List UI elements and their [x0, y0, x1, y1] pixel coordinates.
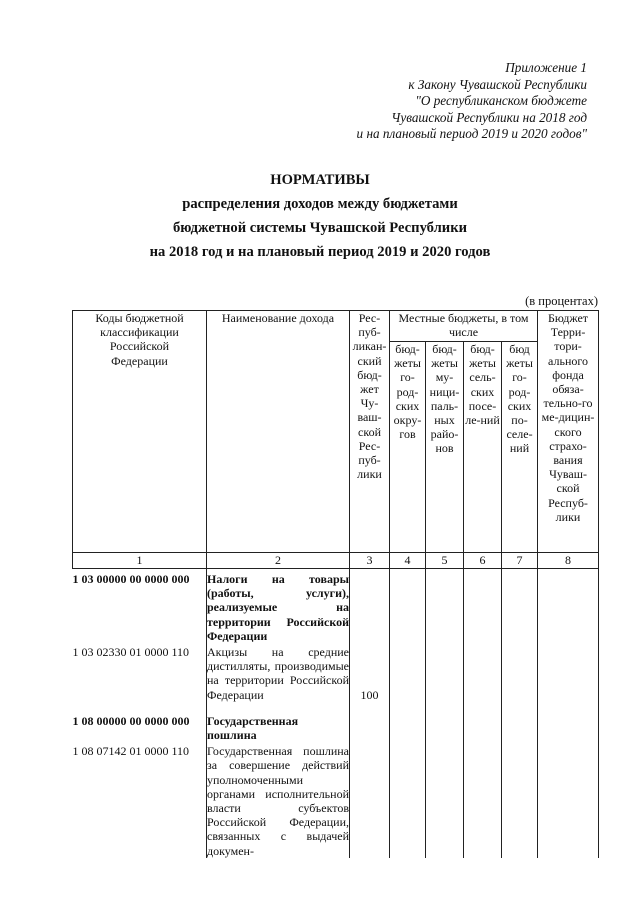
- row-republic-value: 100: [350, 643, 390, 702]
- table-row: [73, 643, 599, 702]
- appendix-line: Чувашской Республики на 2018 год: [391, 109, 587, 125]
- document-subtitle-line: на 2018 год и на плановый период 2019 и 2020 годов: [149, 244, 491, 260]
- row-name: Налоги на товары (работы, услуги), реализуемые на территории Российской Федерации: [207, 569, 350, 644]
- header-municipal-districts: бюд-жеты му-ници-паль-ных райо-нов: [426, 342, 464, 553]
- column-number: 6: [464, 553, 502, 569]
- header-local-budgets: Местные бюджеты, в том числе: [390, 311, 538, 342]
- column-number: 2: [207, 553, 350, 569]
- appendix-line: Приложение 1: [505, 60, 587, 75]
- row-code: 1 03 02330 01 0000 110: [72, 645, 190, 660]
- row-code: 1 08 07142 01 0000 110: [72, 744, 190, 759]
- document-subtitle-line: распределения доходов между бюджетами: [182, 196, 458, 212]
- column-number: 4: [390, 553, 426, 569]
- norms-table: [72, 310, 599, 858]
- row-name: Государственная пошлина: [207, 710, 350, 742]
- column-number: 3: [350, 553, 390, 569]
- header-medical-insurance-fund: Бюджет Терри-тори-ального фонда обяза-тельно-го ме-дицин-ского страхо-вания Чуваш-ской Респуб-лики: [538, 311, 599, 553]
- document-subtitle-line: бюджетной системы Чувашской Республики: [172, 220, 468, 236]
- row-name: Акцизы на средние дистилляты, производимые на территории Российской Федерации: [207, 645, 349, 702]
- header-republic-budget: Рес-пуб-ликан-ский бюд-жет Чу-ваш-ской Рес-пуб-лики: [350, 311, 390, 553]
- column-number: 8: [538, 553, 599, 569]
- unit-note: (в процентах): [525, 294, 598, 308]
- column-number: 1: [73, 553, 207, 569]
- header-urban-districts: бюд-жеты го-род-ских окру-гов: [390, 342, 426, 553]
- row-republic-value: [350, 742, 390, 858]
- appendix-line: "О республиканском бюджете: [415, 93, 587, 109]
- header-rural-settlements: бюд-жеты сель-ских посе-ле-ний: [464, 342, 502, 553]
- row-code: 1 03 00000 00 0000 000: [72, 572, 190, 586]
- header-codes: Коды бюджетной классификации Российской Федерации: [73, 311, 207, 553]
- header-name: Наименование дохода: [207, 311, 350, 553]
- column-number: 7: [502, 553, 538, 569]
- row-code: 1 08 00000 00 0000 000: [72, 713, 190, 728]
- appendix-line: и на плановый период 2019 и 2020 годов": [356, 126, 587, 142]
- appendix-line: к Закону Чувашской Республики: [408, 76, 587, 92]
- appendix-note: [287, 60, 587, 143]
- header-urban-settlements: бюд жеты го-род-ских по-селе-ний: [502, 342, 538, 553]
- column-number: 5: [426, 553, 464, 569]
- table-row: [73, 710, 599, 742]
- row-republic-value: [350, 569, 390, 644]
- row-republic-value: [350, 710, 390, 742]
- table-row: [73, 742, 599, 858]
- document-title: НОРМАТИВЫ: [270, 172, 370, 188]
- table-row: [73, 569, 599, 644]
- row-name: Государственная пошлина за совершение действий уполномоченными органами исполнительной власти субъектов Российской Федерации, связанных с выдачей докумен-: [207, 744, 349, 858]
